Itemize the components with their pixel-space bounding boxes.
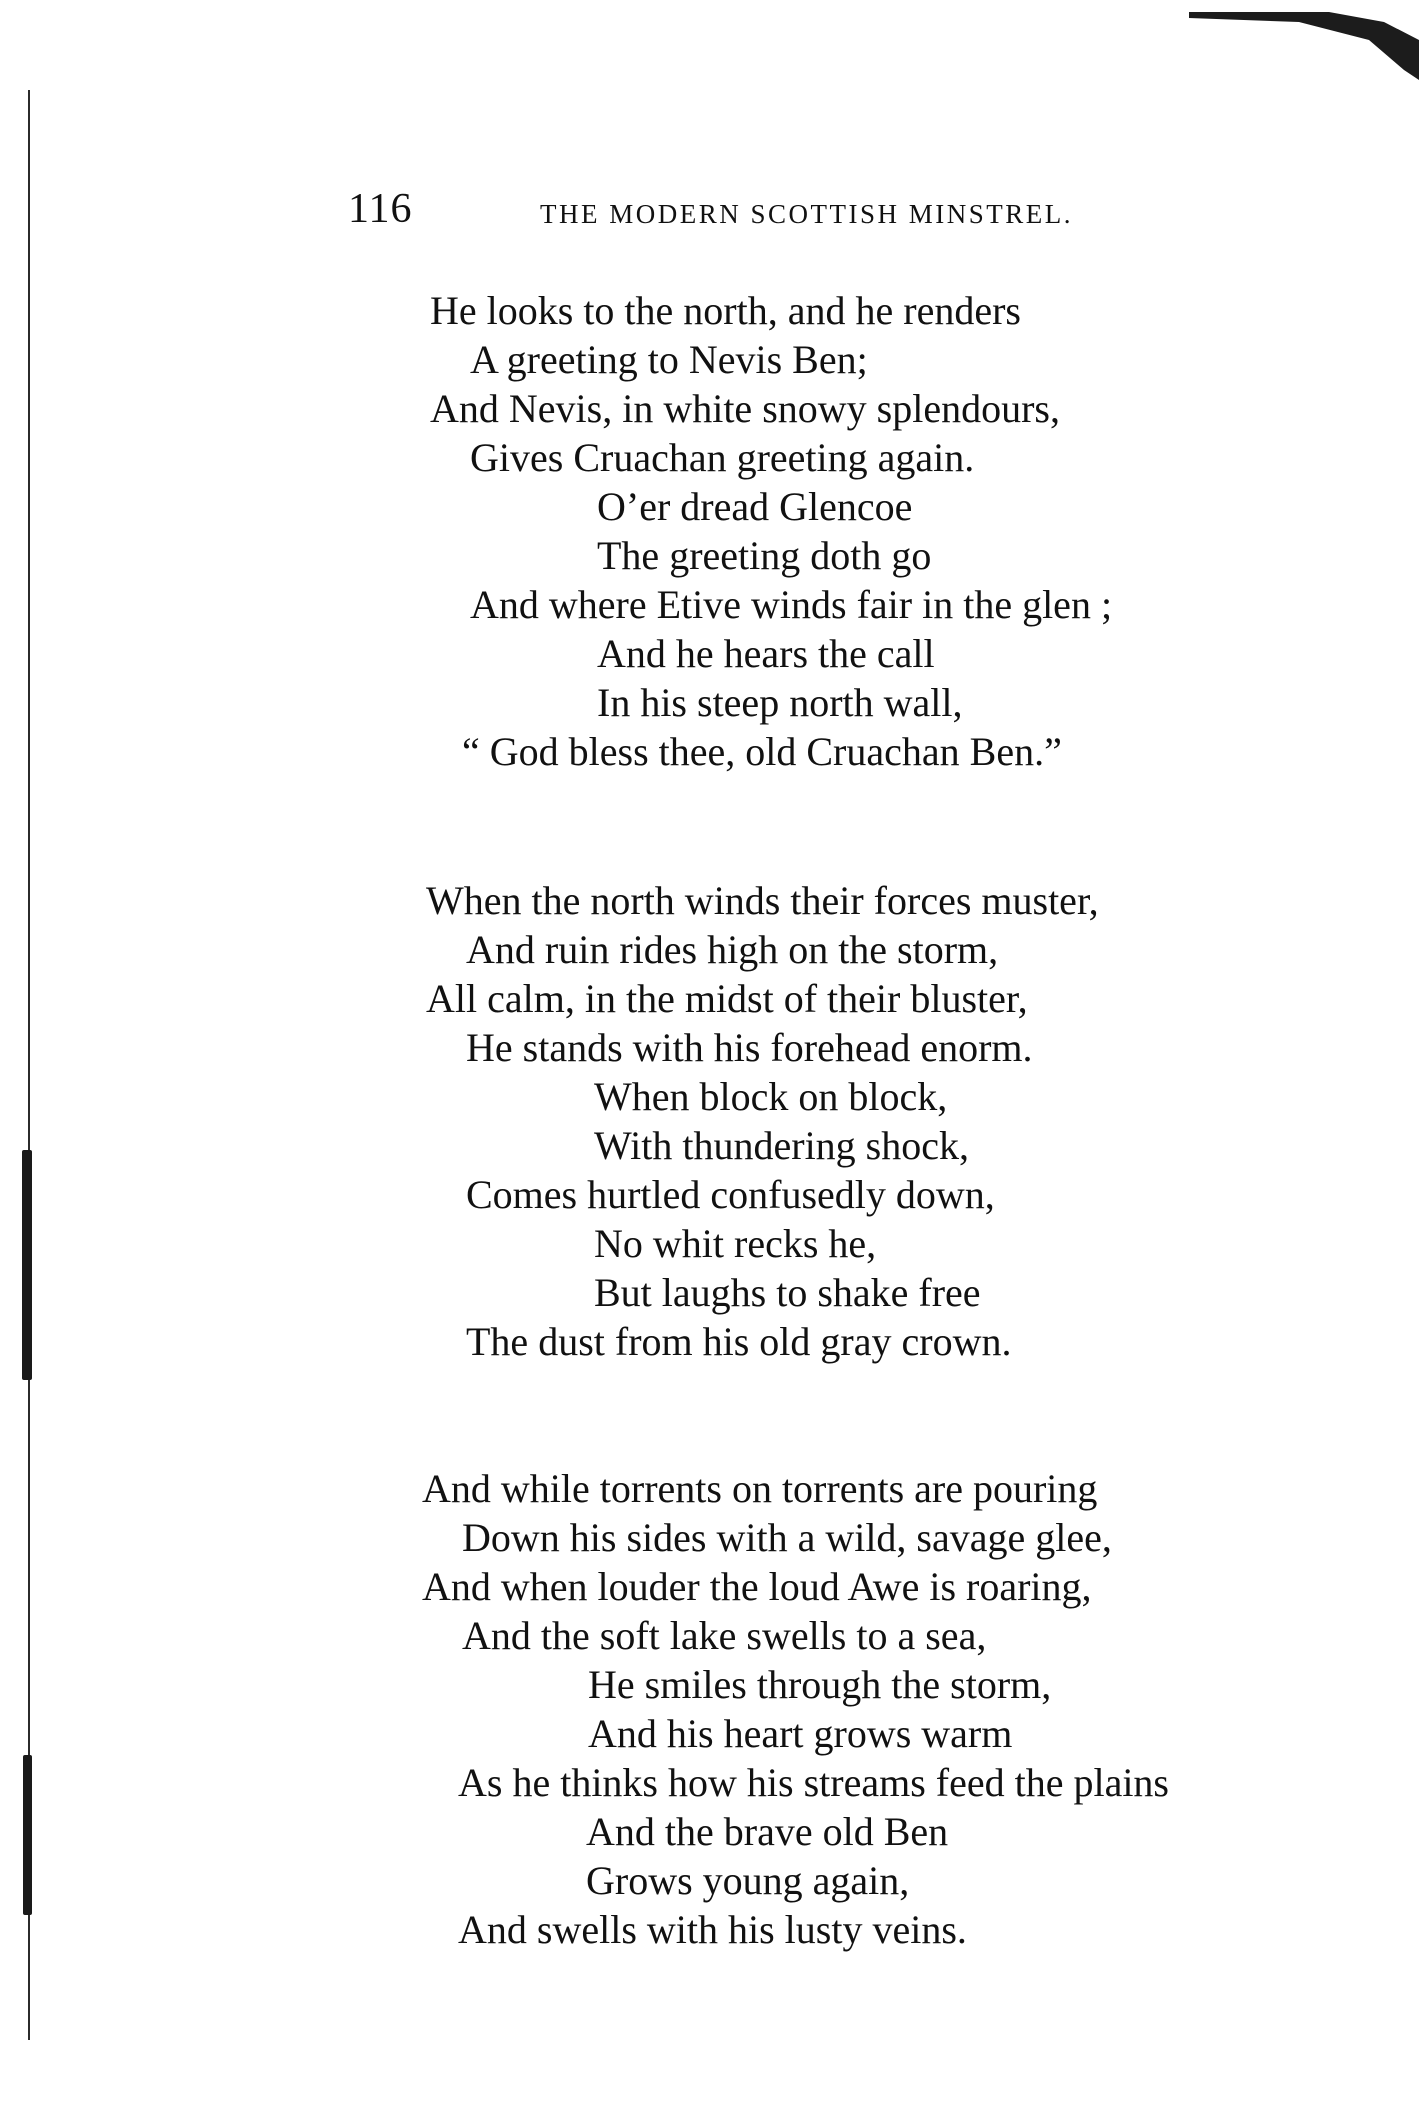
verse-line: As he thinks how his streams feed the plains	[458, 1760, 1169, 1805]
verse-line: And the brave old Ben	[586, 1809, 949, 1854]
verse-line: He smiles through the storm,	[588, 1662, 1052, 1707]
verse-line: When the north winds their forces muster,	[426, 878, 1099, 923]
scan-corner-smudge	[1179, 0, 1419, 80]
verse-line: And his heart grows warm	[588, 1711, 1013, 1756]
verse-line: And he hears the call	[597, 631, 935, 676]
verse-line: And swells with his lusty veins.	[458, 1907, 967, 1952]
verse-line: When block on block,	[594, 1074, 948, 1119]
running-head	[0, 185, 1419, 245]
verse-line: He stands with his forehead enorm.	[466, 1025, 1033, 1070]
verse-line: Gives Cruachan greeting again.	[470, 435, 975, 480]
page-number: 116	[348, 186, 413, 232]
scan-edge-blot	[23, 1755, 32, 1915]
scan-edge-line	[28, 90, 30, 2040]
verse-line: And the soft lake swells to a sea,	[462, 1613, 987, 1658]
verse-line: A greeting to Nevis Ben;	[470, 337, 868, 382]
verse-line: With thundering shock,	[594, 1123, 969, 1168]
verse-line: And where Etive winds fair in the glen ;	[470, 582, 1113, 627]
scan-edge-blot	[22, 1150, 32, 1380]
verse-line: The greeting doth go	[597, 533, 932, 578]
verse-line: Grows young again,	[586, 1858, 910, 1903]
verse-line: And Nevis, in white snowy splendours,	[430, 386, 1060, 431]
running-title: THE MODERN SCOTTISH MINSTREL.	[540, 199, 1074, 229]
verse-line: The dust from his old gray crown.	[466, 1319, 1012, 1364]
verse-line: No whit recks he,	[594, 1221, 877, 1266]
verse-line: All calm, in the midst of their bluster,	[426, 976, 1028, 1021]
verse-line: “ God bless thee, old Cruachan Ben.”	[462, 729, 1062, 774]
verse-line: O’er dread Glencoe	[597, 484, 913, 529]
verse-line: And when louder the loud Awe is roaring,	[422, 1564, 1092, 1609]
verse-line: He looks to the north, and he renders	[430, 288, 1021, 333]
verse-line: Comes hurtled confusedly down,	[466, 1172, 995, 1217]
verse-line: Down his sides with a wild, savage glee,	[462, 1515, 1112, 1560]
verse-line: But laughs to shake free	[594, 1270, 981, 1315]
verse-line: And ruin rides high on the storm,	[466, 927, 999, 972]
verse-line: And while torrents on torrents are pouring	[422, 1466, 1098, 1511]
verse-line: In his steep north wall,	[597, 680, 963, 725]
